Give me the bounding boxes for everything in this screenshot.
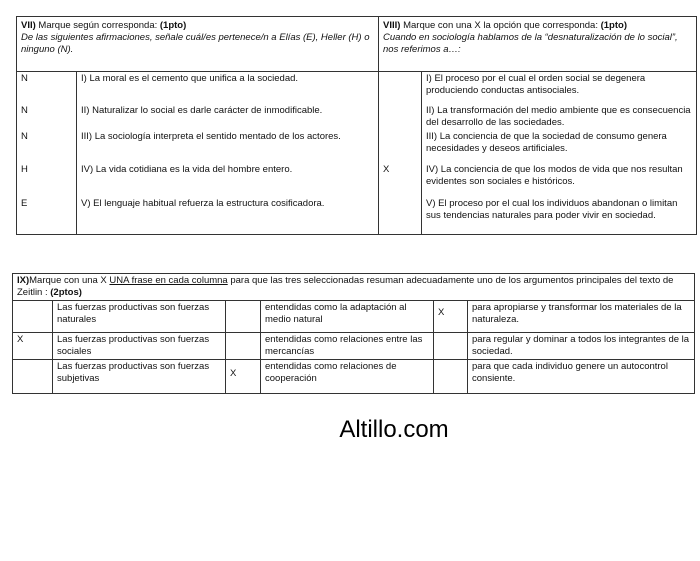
column3-cell: para regular y dominar a todos los integrantes de la sociedad. bbox=[468, 333, 695, 360]
statement-cell: V) El lenguaje habitual refuerza la estructura cosificadora. bbox=[77, 197, 379, 235]
section-ix-instruction-underlined: UNA frase en cada columna bbox=[109, 275, 228, 286]
section-ix-number: IX) bbox=[17, 275, 30, 286]
table-row bbox=[17, 104, 697, 130]
mark-cell[interactable] bbox=[434, 333, 468, 360]
table-row bbox=[13, 301, 695, 333]
section-viii-title: Marque con una X la opción que corresponda: bbox=[400, 20, 601, 31]
section-vii-points: (1pto) bbox=[159, 20, 187, 31]
column3-cell: para que cada individuo genere un autocontrol consiente. bbox=[468, 360, 695, 394]
sections-vii-viii-table bbox=[16, 16, 697, 235]
table-row bbox=[13, 360, 695, 394]
mark-cell[interactable] bbox=[13, 301, 53, 333]
mark-cell[interactable]: X bbox=[13, 333, 53, 360]
table-row bbox=[17, 130, 697, 163]
option-cell: II) La transformación del medio ambiente que es consecuencia del desarrollo de las sociedades. bbox=[422, 104, 697, 130]
option-cell: IV) La conciencia de que los modos de vida que nos resultan evidentes son sociales e históricos. bbox=[422, 163, 697, 197]
answer-cell: E bbox=[17, 197, 77, 235]
answer-cell: N bbox=[17, 104, 77, 130]
statement-cell: IV) La vida cotidiana es la vida del hombre entero. bbox=[77, 163, 379, 197]
section-ix-points: (2ptos) bbox=[50, 287, 82, 298]
section-viii-points: (1pto) bbox=[600, 20, 627, 31]
mark-cell[interactable] bbox=[379, 197, 422, 235]
mark-cell[interactable] bbox=[226, 333, 261, 360]
option-cell: I) El proceso por el cual el orden social se degenera produciendo conductas antisociales. bbox=[422, 72, 697, 104]
section-ix-instruction-end: para que las tres seleccionadas resuman adecuadamente uno de los argumentos principales del texto de Zeitlin : bbox=[17, 275, 674, 298]
option-cell: V) El proceso por el cual los individuos abandonan o limitan sus tendencias naturales para poder vivir en sociedad. bbox=[422, 197, 697, 235]
column1-cell: Las fuerzas productivas son fuerzas sociales bbox=[53, 333, 226, 360]
section-vii-instruction: De las siguientes afirmaciones, señale cuál/es pertenece/n a Elías (E), Heller (H) o ninguno (N). bbox=[21, 32, 370, 55]
answer-cell: N bbox=[17, 130, 77, 163]
section-ix-instruction-start: Marque con una X bbox=[29, 275, 110, 286]
section-vii-number: VII) bbox=[21, 20, 36, 31]
section-vii-header bbox=[17, 17, 379, 72]
section-viii-instruction: Cuando en sociología hablamos de la “desnaturalización de lo social”, nos referimos a…: bbox=[383, 32, 678, 55]
statement-cell: III) La sociología interpreta el sentido mentado de los actores. bbox=[77, 130, 379, 163]
mark-cell[interactable] bbox=[226, 301, 261, 333]
section-viii-number: VIII) bbox=[383, 20, 401, 31]
mark-cell[interactable] bbox=[434, 360, 468, 394]
column3-cell: para apropiarse y transformar los materiales de la naturaleza. bbox=[468, 301, 695, 333]
answer-cell: N bbox=[17, 72, 77, 104]
mark-cell[interactable] bbox=[13, 360, 53, 394]
section-ix-header bbox=[13, 274, 695, 301]
mark-cell[interactable] bbox=[379, 72, 422, 104]
option-cell: III) La conciencia de que la sociedad de consumo genera necesidades y deseos artificiales. bbox=[422, 130, 697, 163]
table-header-row bbox=[17, 17, 697, 72]
section-ix-table bbox=[12, 273, 695, 394]
table-row bbox=[17, 197, 697, 235]
column2-cell: entendidas como relaciones entre las mercancías bbox=[261, 333, 434, 360]
section-vii-title: Marque según corresponda: bbox=[35, 20, 160, 31]
statement-cell: I) La moral es el cemento que unifica a la sociedad. bbox=[77, 72, 379, 104]
mark-cell[interactable]: X bbox=[226, 360, 261, 394]
mark-cell[interactable] bbox=[379, 130, 422, 163]
table-row bbox=[17, 72, 697, 104]
mark-cell[interactable]: X bbox=[379, 163, 422, 197]
mark-cell[interactable]: X bbox=[434, 301, 468, 333]
column1-cell: Las fuerzas productivas son fuerzas naturales bbox=[53, 301, 226, 333]
site-watermark: Altillo.com bbox=[339, 416, 449, 443]
statement-cell: II) Naturalizar lo social es darle carácter de inmodificable. bbox=[77, 104, 379, 130]
table-row bbox=[13, 333, 695, 360]
column2-cell: entendidas como relaciones de cooperación bbox=[261, 360, 434, 394]
column2-cell: entendidas como la adaptación al medio natural bbox=[261, 301, 434, 333]
section-viii-header bbox=[379, 17, 697, 72]
mark-cell[interactable] bbox=[379, 104, 422, 130]
section-ix-header-row bbox=[13, 274, 695, 301]
column1-cell: Las fuerzas productivas son fuerzas subjetivas bbox=[53, 360, 226, 394]
answer-cell: H bbox=[17, 163, 77, 197]
table-row bbox=[17, 163, 697, 197]
